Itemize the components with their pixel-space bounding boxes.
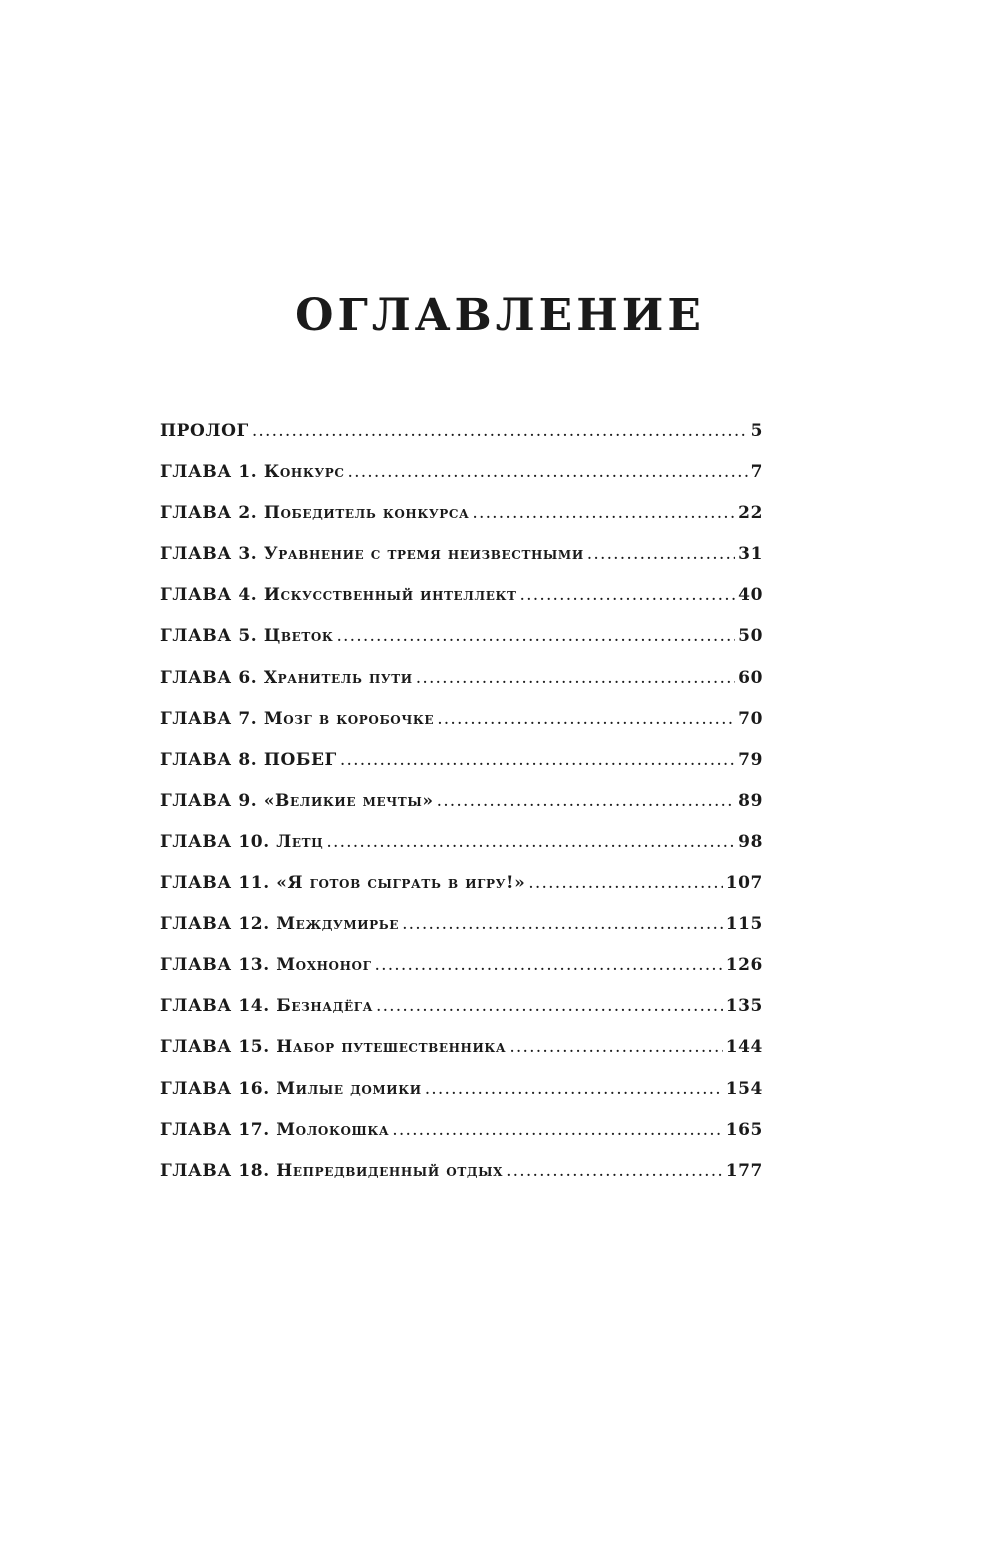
dot-leader — [437, 709, 735, 729]
toc-entry-page: 31 — [738, 544, 763, 565]
toc-entry-page: 79 — [738, 749, 763, 770]
dot-leader — [472, 503, 735, 523]
toc-entry[interactable] — [160, 626, 763, 667]
toc-entry[interactable] — [160, 750, 763, 791]
dot-leader — [340, 750, 735, 770]
toc-entry-label: ГЛАВА 17. Молокошка — [160, 1119, 390, 1140]
dot-leader — [376, 996, 723, 1016]
toc-entry[interactable] — [160, 544, 763, 585]
toc-entry[interactable] — [160, 462, 763, 503]
toc-entry-label: ГЛАВА 1. Конкурс — [160, 462, 345, 483]
toc-entry-label: ГЛАВА 14. Безнадёга — [160, 996, 373, 1017]
toc-entry-label: ГЛАВА 15. Набор путешественника — [160, 1037, 507, 1058]
toc-entry-page: 89 — [738, 790, 763, 811]
toc-entry-label: ГЛАВА 11. «Я готов сыграть в игру!» — [160, 873, 526, 894]
toc-entry-label: ГЛАВА 10. Летц — [160, 831, 324, 852]
toc-entry[interactable] — [160, 996, 763, 1037]
toc-entry[interactable] — [160, 585, 763, 626]
toc-entry[interactable] — [160, 1037, 763, 1078]
toc-entry-page: 144 — [725, 1037, 763, 1058]
toc-entry[interactable] — [160, 791, 763, 832]
toc-entry-page: 60 — [738, 667, 763, 688]
toc-entry[interactable] — [160, 832, 763, 873]
dot-leader — [336, 626, 735, 646]
dot-leader — [392, 1120, 722, 1140]
toc-entry-label: ГЛАВА 3. Уравнение с тремя неизвестными — [160, 544, 584, 565]
dot-leader — [437, 791, 736, 811]
toc-entry-label: ПРОЛОГ — [160, 421, 249, 441]
dot-leader — [587, 544, 735, 564]
toc-entry-page: 50 — [738, 626, 763, 647]
toc-entry-label: ГЛАВА 4. Искусственный интеллект — [160, 585, 517, 606]
toc-entry[interactable] — [160, 873, 763, 914]
toc-entry-page: 177 — [725, 1160, 763, 1181]
table-of-contents — [160, 421, 763, 1202]
toc-entry-label: ГЛАВА 13. Мохноног — [160, 955, 372, 976]
page-title: ОГЛАВЛЕНИЕ — [295, 290, 705, 341]
toc-entry[interactable] — [160, 668, 763, 709]
toc-entry-page: 165 — [725, 1119, 763, 1140]
dot-leader — [528, 873, 722, 893]
dot-leader — [348, 462, 748, 482]
toc-entry[interactable] — [160, 1079, 763, 1120]
dot-leader — [326, 832, 735, 852]
toc-entry-label: ГЛАВА 12. Междумирье — [160, 914, 400, 935]
toc-entry-page: 7 — [750, 462, 763, 483]
toc-entry-label: ГЛАВА 2. Победитель конкурса — [160, 503, 470, 524]
dot-leader — [416, 668, 735, 688]
toc-entry-page: 40 — [738, 585, 763, 606]
dot-leader — [520, 585, 736, 605]
toc-entry-page: 135 — [725, 996, 763, 1017]
toc-entry-page: 70 — [738, 708, 763, 729]
toc-entry-page: 5 — [750, 421, 763, 441]
toc-entry[interactable] — [160, 1161, 763, 1202]
toc-entry[interactable] — [160, 914, 763, 955]
dot-leader — [252, 421, 748, 441]
toc-entry-page: 98 — [738, 831, 763, 852]
toc-entry-page: 107 — [725, 873, 763, 894]
toc-entry-label: ГЛАВА 7. Мозг в коробочке — [160, 708, 435, 729]
toc-entry[interactable] — [160, 709, 763, 750]
toc-entry-page: 115 — [725, 914, 763, 935]
toc-entry-page: 22 — [738, 503, 763, 524]
toc-entry[interactable] — [160, 955, 763, 996]
dot-leader — [506, 1161, 723, 1181]
toc-entry-label: ГЛАВА 16. Милые домики — [160, 1078, 422, 1099]
dot-leader — [375, 955, 723, 975]
toc-entry-label: ГЛАВА 6. Хранитель пути — [160, 667, 413, 688]
toc-entry-label: ГЛАВА 8. ПОБЕГ — [160, 749, 337, 770]
dot-leader — [509, 1037, 722, 1057]
toc-entry[interactable] — [160, 1120, 763, 1161]
toc-entry-page: 154 — [725, 1078, 763, 1099]
toc-entry[interactable] — [160, 421, 763, 462]
dot-leader — [425, 1079, 723, 1099]
toc-entry-label: ГЛАВА 9. «Великие мечты» — [160, 790, 434, 811]
toc-entry[interactable] — [160, 503, 763, 544]
toc-entry-label: ГЛАВА 18. Непредвиденный отдых — [160, 1160, 504, 1181]
dot-leader — [402, 914, 723, 934]
toc-entry-page: 126 — [725, 955, 763, 976]
toc-entry-label: ГЛАВА 5. Цветок — [160, 626, 334, 647]
